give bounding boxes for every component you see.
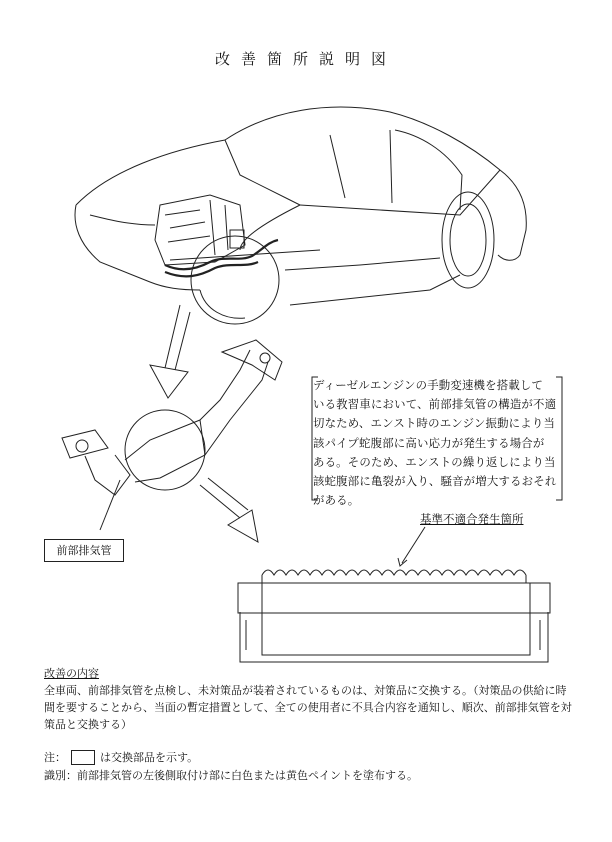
identification-line: 識別：前部排気管の左後側取付け部に白色または黄色ペイントを塗布する。 bbox=[44, 769, 418, 782]
callout-box bbox=[313, 376, 563, 510]
bellows-illustration bbox=[238, 570, 550, 662]
front-pipe-label-box bbox=[44, 539, 124, 562]
note-prefix: 注： bbox=[44, 751, 66, 764]
note-line bbox=[44, 749, 198, 765]
exhaust-in-car bbox=[165, 240, 278, 276]
remedy-body: 全車両、前部排気管を点検し、未対策品が装着されているものは、対策品に交換する。（対策品の供給に時 間を要することから、当面の暫定措置として、全ての使用者に不具合内容を通知し、順次、前部排気管を対 策品と交換する） bbox=[44, 684, 572, 731]
arrow-left bbox=[150, 305, 190, 398]
remedy-heading: 改善の内容 bbox=[44, 667, 99, 680]
defect-site-label: 基準不適合発生箇所 bbox=[420, 512, 524, 526]
leader-line bbox=[398, 527, 425, 566]
note-suffix: は交換部品を示す。 bbox=[100, 751, 199, 764]
car-illustration bbox=[75, 107, 526, 324]
engine-illustration bbox=[155, 195, 245, 265]
page-title: 改善箇所説明図 bbox=[214, 50, 397, 68]
note-box-symbol bbox=[71, 750, 95, 765]
front-pipe-label: 前部排気管 bbox=[56, 544, 112, 557]
pipe-illustration bbox=[62, 340, 282, 530]
callout-text: ディーゼルエンジンの手動変速機を搭載して いる教習車において、前部排気管の構造が不適 切なため、エンスト時のエンジン振動により当 該パイプ蛇腹部に高い応力が発生する場合が ある。そのため、エンストの繰り返しにより当 該蛇腹部に亀裂が入り、騒音が増大するおそれ がある。 bbox=[313, 378, 557, 508]
arrow-right bbox=[200, 478, 258, 542]
